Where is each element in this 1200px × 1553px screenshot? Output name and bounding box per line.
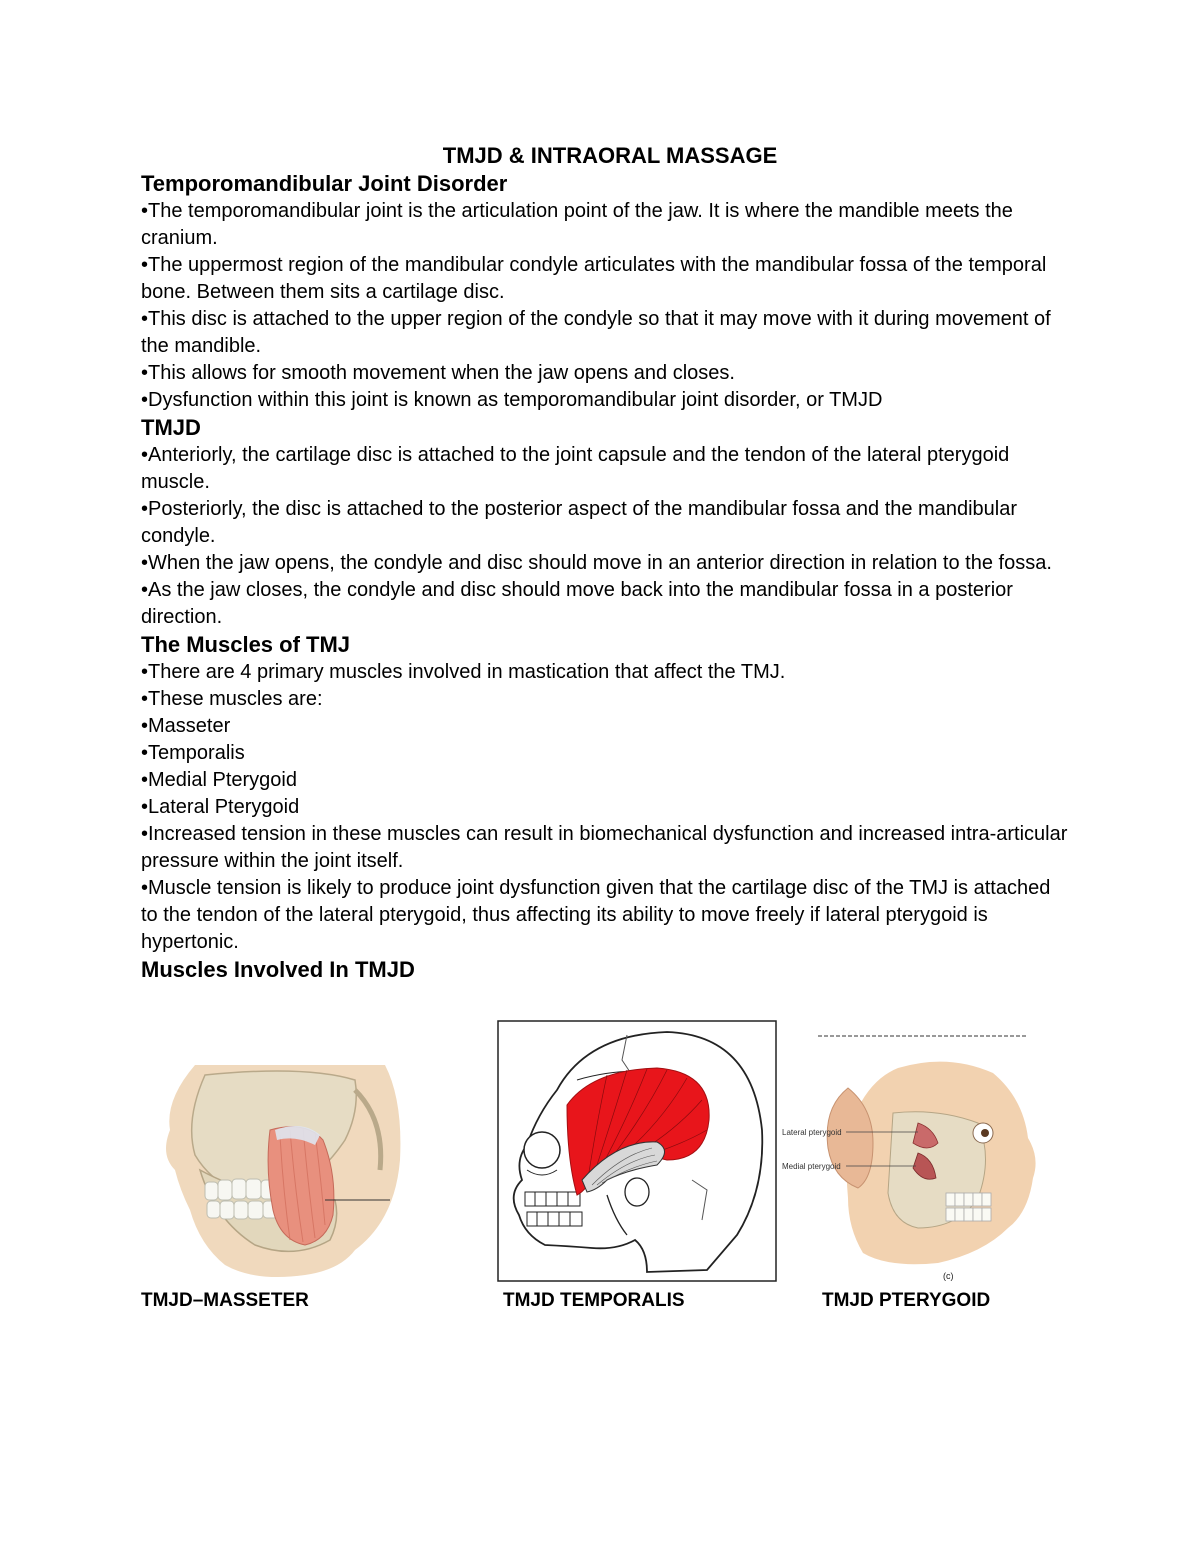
lateral-pterygoid-label: Lateral pterygoid [782,1128,842,1137]
bullet-paragraph: •As the jaw closes, the condyle and disc should move back into the mandibular fossa in a posterior direction. [141,579,1013,628]
bullet-paragraph: •These muscles are: [141,688,323,710]
bullet-paragraph: •Posteriorly, the disc is attached to the posterior aspect of the mandibular fossa and the mandibular condyle. [141,498,1018,547]
masseter-illustration [155,1060,405,1285]
bullet-paragraph: •This allows for smooth movement when the jaw opens and closes. [141,362,735,384]
page-title: TMJD & INTRAORAL MASSAGE [442,143,778,168]
section-heading: TMJD [141,415,201,440]
section-heading: The Muscles of TMJ [141,632,351,657]
bullet-paragraph: •Lateral Pterygoid [141,796,300,818]
bullet-paragraph: •Dysfunction within this joint is known as temporomandibular joint disorder, or TMJD [141,389,883,411]
bullet-paragraph: •Masseter [141,715,231,737]
figure-letter-label: (c) [943,1271,954,1281]
pterygoid-illustration [778,1028,1048,1286]
bullet-paragraph: •When the jaw opens, the condyle and disc should move in an anterior direction in relation to the fossa. [141,552,1052,574]
section-heading: Temporomandibular Joint Disorder [141,171,508,196]
medial-pterygoid-label: Medial pterygoid [782,1162,841,1171]
caption-masseter: TMJD–MASSETER [141,1290,309,1311]
temporalis-illustration [497,1020,777,1282]
bullet-paragraph: •Temporalis [141,742,245,764]
caption-pterygoid: TMJD PTERYGOID [822,1290,991,1311]
bullet-paragraph: •The temporomandibular joint is the articulation point of the jaw. It is where the mandible meets the cranium. [141,200,1013,249]
bullet-paragraph: •Medial Pterygoid [141,769,297,791]
caption-temporalis: TMJD TEMPORALIS [503,1290,685,1311]
bullet-paragraph: •The uppermost region of the mandibular condyle articulates with the mandibular fossa of the temporal bone. Between them sits a cartilage disc. [141,254,1047,303]
section-heading: Muscles Involved In TMJD [141,957,415,982]
bullet-paragraph: •This disc is attached to the upper region of the condyle so that it may move with it during movement of the mandible. [141,308,1051,357]
bullet-paragraph: •Increased tension in these muscles can result in biomechanical dysfunction and increased intra-articular pressure within the joint itself. [141,823,1068,872]
bullet-paragraph: •There are 4 primary muscles involved in mastication that affect the TMJ. [141,661,786,683]
bullet-paragraph: •Muscle tension is likely to produce joint dysfunction given that the cartilage disc of the TMJ is attached to the tendon of the lateral pterygoid, thus affecting its ability to move freely if lateral pterygoid is hypertonic. [141,877,1051,953]
bullet-paragraph: •Anteriorly, the cartilage disc is attached to the joint capsule and the tendon of the lateral pterygoid muscle. [141,444,1010,493]
